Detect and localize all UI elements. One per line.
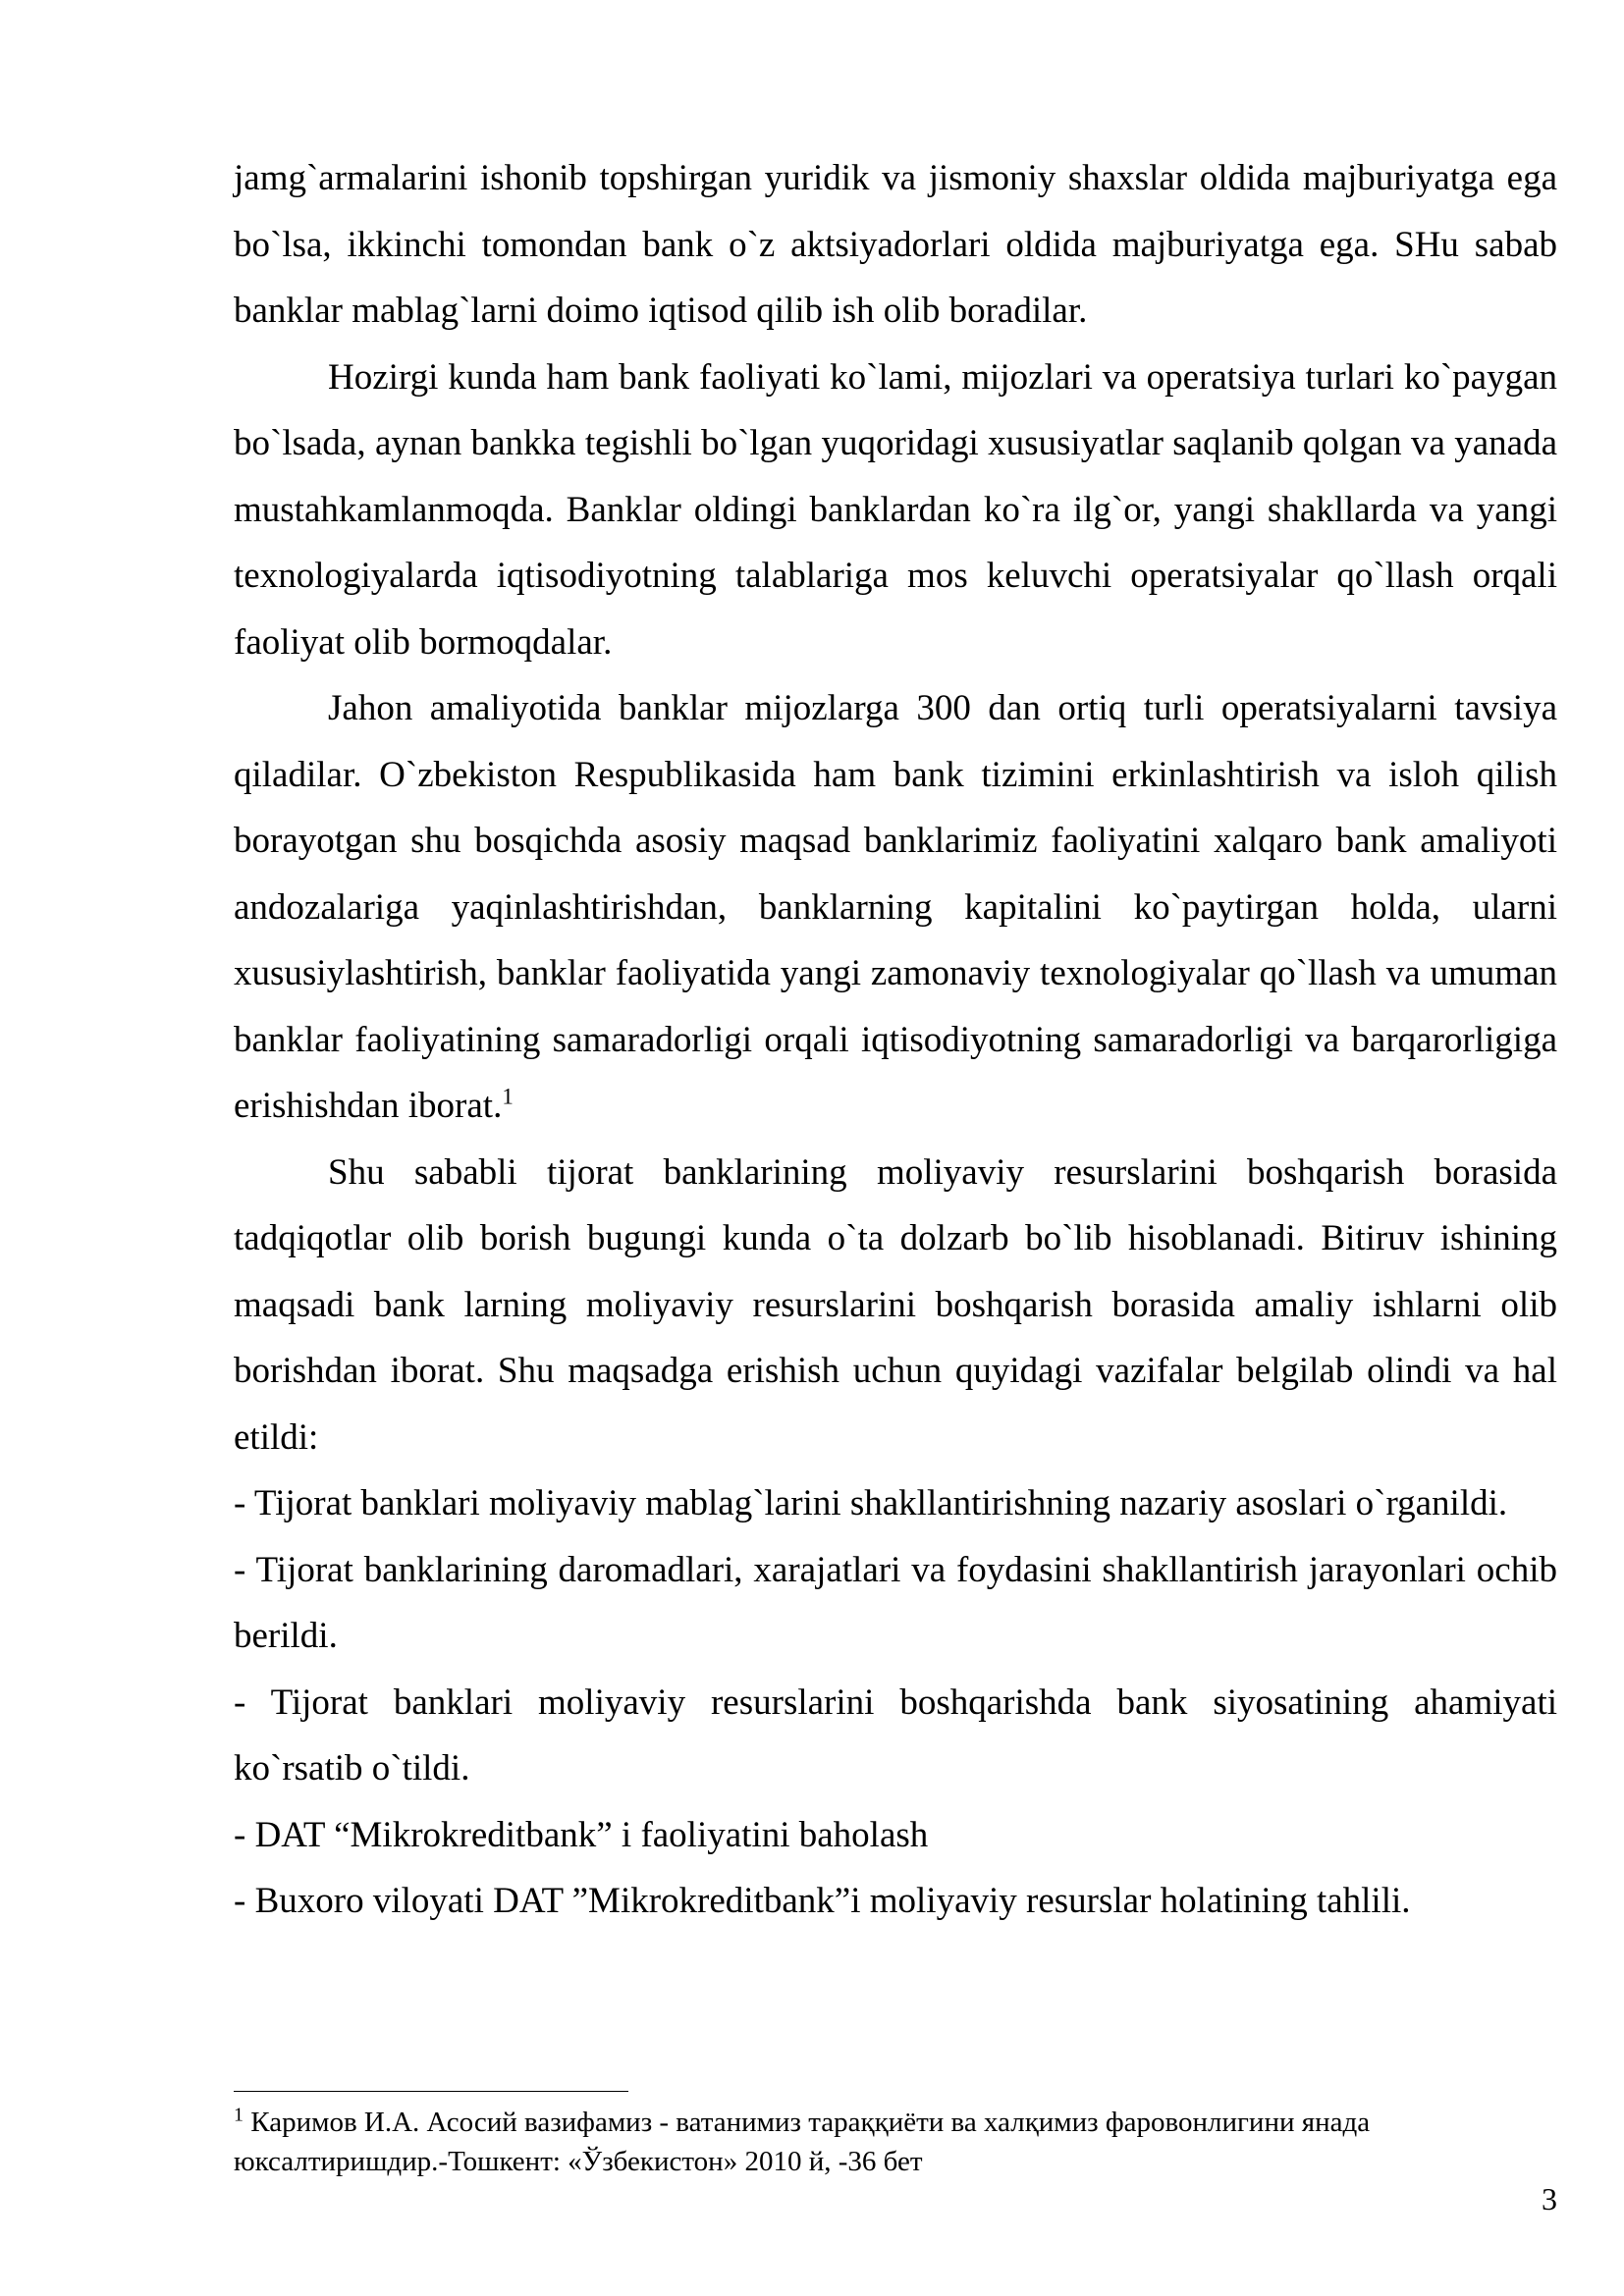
footnote (234, 2103, 1557, 2181)
footnote-text: Каримов И.А. Асосий вазифамиз - ватанимиз тараққиёти ва халқимиз фаровонлигини янада юксалтиришдир.-Тошкент: «Ўзбекистон» 2010 й, -36 бет (234, 2107, 1371, 2177)
document-body (234, 145, 1557, 1935)
paragraph-3-text: Jahon amaliyotida banklar mijozlarga 300 dan ortiq turli operatsiyalarni tavsiya qiladilar. O`zbekiston Respublikasida ham bank tizimini erkinlashtirish va isloh qilish borayotgan shu bosqichda asosiy maqsad banklarimiz faoliyatini xalqaro bank amaliyoti andozalariga yaqinlashtirishdan, banklarning kapitalini ko`paytirgan holda, ularni xususiylashtirish, banklar faoliyatida yangi zamonaviy texnologiyalar qo`llash va umuman banklar faoliyatining samaradorligi orqali iqtisodiyotning samaradorligi va barqarorligiga erishishdan iborat. (234, 688, 1557, 1126)
footnote-separator (234, 2091, 628, 2092)
paragraph-2: Hozirgi kunda ham bank faoliyati ko`lami, mijozlari va operatsiya turlari ko`paygan bo`lsada, aynan bankka tegishli bo`lgan yuqoridagi xususiyatlar saqlanib qolgan va yanada mustahkamlanmoqda. Banklar oldingi banklardan ko`ra ilg`or, yangi shakllarda va yangi texnologiyalarda iqtisodiyotning talablariga mos keluvchi operatsiyalar qo`llash orqali faoliyat olib bormoqdalar. (234, 356, 1557, 663)
paragraph-4: Shu sababli tijorat banklarining moliyaviy resurslarini boshqarish borasida tadqiqotlar olib borish bugungi kunda o`ta dolzarb bo`lib hisoblanadi. Bitiruv ishining maqsadi bank larning moliyaviy resurslarini boshqarish borasida amaliy ishlarni olib borishdan iborat. Shu maqsadga erishish uchun quyidagi vazifalar belgilab olindi va hal etildi: (234, 1151, 1557, 1458)
footnote-mark: 1 (234, 2104, 244, 2126)
footnote-reference[interactable]: 1 (502, 1084, 514, 1109)
task-item-4: - DAT “Mikrokreditbank” i faoliyatini baholash (234, 1814, 929, 1855)
task-item-2: - Tijorat banklarining daromadlari, xarajatlari va foydasini shakllantirish jarayonlari ochib berildi. (234, 1549, 1557, 1656)
page-number: 3 (1542, 2181, 1557, 2216)
task-item-3: - Tijorat banklari moliyaviy resurslarini boshqarishda bank siyosatining ahamiyati ko`rsatib o`tildi. (234, 1682, 1557, 1789)
paragraph-3 (234, 675, 1557, 1140)
task-item-1: - Tijorat banklari moliyaviy mablag`larini shakllantirishning nazariy asoslari o`rganildi. (234, 1483, 1508, 1523)
task-item-5: - Buxoro viloyati DAT ”Mikrokreditbank”i moliyaviy resurslar holatining tahlili. (234, 1881, 1411, 1921)
paragraph-1: jamg`armalarini ishonib topshirgan yuridik va jismoniy shaxslar oldida majburiyatga ega bo`lsa, ikkinchi tomondan bank o`z aktsiyadorlari oldida majburiyatga ega. SHu sabab banklar mablag`larni doimo iqtisod qilib ish olib boradilar. (234, 158, 1557, 331)
